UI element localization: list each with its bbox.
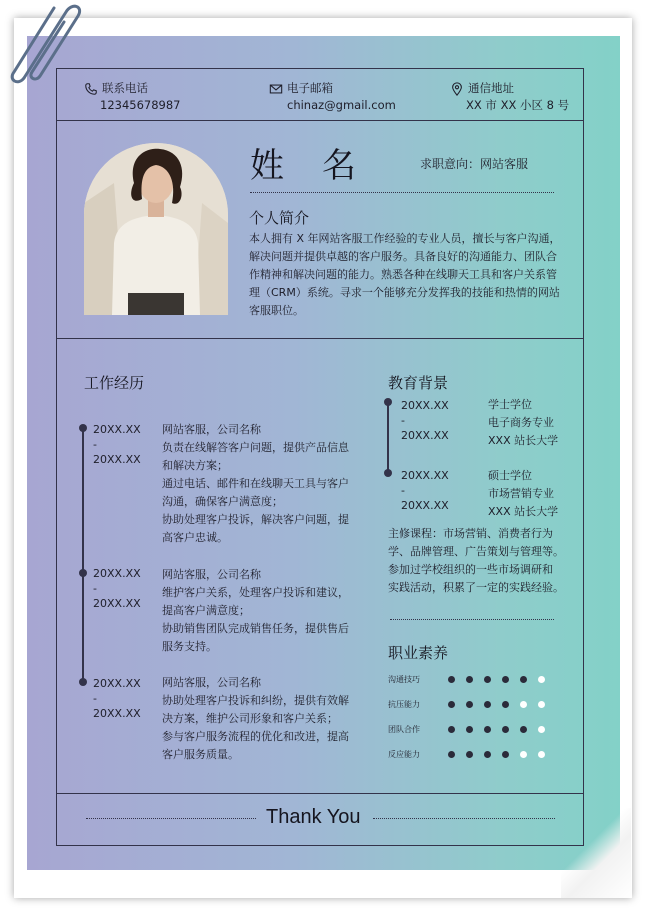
work-line: 高客户忠诚。 [162, 531, 228, 544]
work-line: 协助销售团队完成销售任务，提供售后 [162, 622, 349, 635]
education-title: 教育背景 [388, 374, 449, 392]
intro-title: 个人简介 [249, 209, 310, 227]
work-entry [162, 674, 352, 764]
work-line: 网站客服，公司名称 [162, 676, 261, 689]
skill-dot-filled [520, 676, 527, 683]
contact-phone-value[interactable]: 12345678987 [100, 98, 181, 112]
work-date [93, 422, 141, 467]
contact-phone-label: 联系电话 [102, 81, 148, 95]
contact-email-value[interactable]: chinaz@gmail.com [287, 98, 396, 112]
education-date [401, 398, 449, 443]
date-start: 20XX.XX [401, 469, 449, 482]
skills-dotted-divider [390, 619, 554, 620]
date-start: 20XX.XX [93, 423, 141, 436]
intro-line: 解决问题并提供卓越的客户服务。具备良好的沟通能力、团队合 [249, 250, 557, 263]
date-end: 20XX.XX [401, 429, 449, 442]
skill-row [388, 724, 556, 735]
work-entry [162, 566, 352, 656]
skill-dot-filled [484, 676, 491, 683]
skill-row [388, 749, 556, 760]
work-title: 工作经历 [84, 374, 145, 392]
contact-email-label: 电子邮箱 [287, 81, 333, 95]
school: XXX 站长大学 [488, 505, 559, 518]
date-end: 20XX.XX [93, 707, 141, 720]
course-line: 主修课程：市场营销、消费者行为 [388, 527, 553, 540]
date-end: 20XX.XX [93, 453, 141, 466]
work-line: 维护客户关系，处理客户投诉和建议， [162, 586, 349, 599]
major: 电子商务专业 [488, 416, 554, 429]
date-sep: - [93, 692, 97, 705]
work-line: 负责在线解答客户问题，提供产品信息 [162, 441, 349, 454]
contact-address-value: XX 市 XX 小区 8 号 [466, 98, 570, 112]
work-line: 通过电话、邮件和在线聊天工具与客户 [162, 477, 349, 490]
timeline-dot [79, 424, 87, 432]
date-start: 20XX.XX [93, 567, 141, 580]
work-line: 网站客服，公司名称 [162, 423, 261, 436]
degree: 硕士学位 [488, 469, 532, 482]
applicant-name: 姓名 [250, 146, 394, 186]
skill-dot-filled [502, 701, 509, 708]
timeline-dot [384, 469, 392, 477]
work-line: 协助处理客户投诉和纠纷，提供有效解 [162, 694, 349, 707]
date-sep: - [401, 414, 405, 427]
profile-photo [84, 143, 228, 315]
skill-dot-empty [538, 701, 545, 708]
education-entry [488, 467, 558, 521]
date-end: 20XX.XX [93, 597, 141, 610]
skill-label: 沟通技巧 [388, 675, 420, 684]
work-date [93, 676, 141, 721]
work-line: 客户服务质量。 [162, 748, 239, 761]
skill-dot-empty [538, 676, 545, 683]
header-divider [56, 120, 584, 121]
skill-row [388, 699, 556, 710]
skill-dot-filled [502, 726, 509, 733]
course-line: 实践活动，积累了一定的实践经验。 [388, 581, 564, 594]
work-line: 沟通，确保客户满意度； [162, 495, 283, 508]
timeline-dot [384, 398, 392, 406]
major: 市场营销专业 [488, 487, 554, 500]
skill-dot-filled [448, 726, 455, 733]
name-dotted-divider [250, 192, 554, 193]
footer-dotted-right [373, 818, 555, 819]
date-sep: - [93, 438, 97, 451]
mail-icon [269, 82, 283, 96]
skill-dot-filled [484, 701, 491, 708]
skill-row [388, 674, 556, 685]
thank-you-text: Thank You [266, 806, 361, 828]
skill-label: 反应能力 [388, 750, 420, 759]
profile-divider [56, 338, 584, 339]
work-line: 决方案，维护公司形象和客户关系； [162, 712, 338, 725]
education-entry [488, 396, 558, 450]
skill-dot-empty [538, 726, 545, 733]
date-sep: - [401, 484, 405, 497]
skill-dot-filled [502, 751, 509, 758]
contact-email [269, 80, 396, 114]
work-line: 网站客服，公司名称 [162, 568, 261, 581]
timeline-dot [79, 678, 87, 686]
intro-text [249, 230, 569, 320]
skill-dot-filled [466, 701, 473, 708]
contact-address [450, 80, 569, 114]
skill-dot-filled [484, 726, 491, 733]
contact-address-label: 通信地址 [468, 81, 514, 95]
skill-label: 团队合作 [388, 725, 420, 734]
phone-icon [84, 82, 98, 96]
work-entry [162, 421, 352, 547]
skill-dot-filled [484, 751, 491, 758]
skill-dot-filled [520, 726, 527, 733]
school: XXX 站长大学 [488, 434, 559, 447]
skill-dot-filled [466, 726, 473, 733]
footer-divider [56, 793, 584, 794]
date-end: 20XX.XX [401, 499, 449, 512]
footer-dotted-left [86, 818, 256, 819]
skills-title: 职业素养 [388, 644, 449, 662]
education-date [401, 468, 449, 513]
job-intent: 求职意向：网站客服 [420, 157, 529, 171]
location-pin-icon [450, 82, 464, 96]
skill-dot-filled [466, 751, 473, 758]
work-line: 和解决方案； [162, 459, 228, 472]
skill-dot-filled [502, 676, 509, 683]
work-line: 服务支持。 [162, 640, 217, 653]
date-sep: - [93, 582, 97, 595]
work-line: 参与客户服务流程的优化和改进，提高 [162, 730, 349, 743]
intro-line: 作精神和解决问题的能力。熟悉各种在线聊天工具和客户关系管 [249, 268, 557, 281]
skill-dot-filled [448, 751, 455, 758]
intro-line: 本人拥有 X 年网站客服工作经验的专业人员，擅长与客户沟通， [249, 232, 561, 245]
education-courses [388, 525, 568, 597]
work-line: 协助处理客户投诉，解决客户问题，提 [162, 513, 349, 526]
skill-dot-empty [538, 751, 545, 758]
date-start: 20XX.XX [93, 677, 141, 690]
timeline-dot [79, 569, 87, 577]
work-date [93, 566, 141, 611]
skill-dot-filled [448, 701, 455, 708]
skill-dot-filled [466, 676, 473, 683]
work-timeline [82, 428, 84, 684]
intro-line: 客服职位。 [249, 304, 304, 317]
course-line: 学、品牌管理、广告策划与管理等。 [388, 545, 564, 558]
degree: 学士学位 [488, 398, 532, 411]
date-start: 20XX.XX [401, 399, 449, 412]
skill-dot-filled [448, 676, 455, 683]
education-timeline [387, 402, 389, 474]
skill-dot-empty [520, 751, 527, 758]
course-line: 参加过学校组织的一些市场调研和 [388, 563, 553, 576]
intro-line: 理（CRM）系统。寻求一个能够充分发挥我的技能和热情的网站 [249, 286, 560, 299]
skill-label: 抗压能力 [388, 700, 420, 709]
work-line: 提高客户满意度； [162, 604, 250, 617]
skill-dot-empty [520, 701, 527, 708]
contact-phone [84, 80, 180, 114]
